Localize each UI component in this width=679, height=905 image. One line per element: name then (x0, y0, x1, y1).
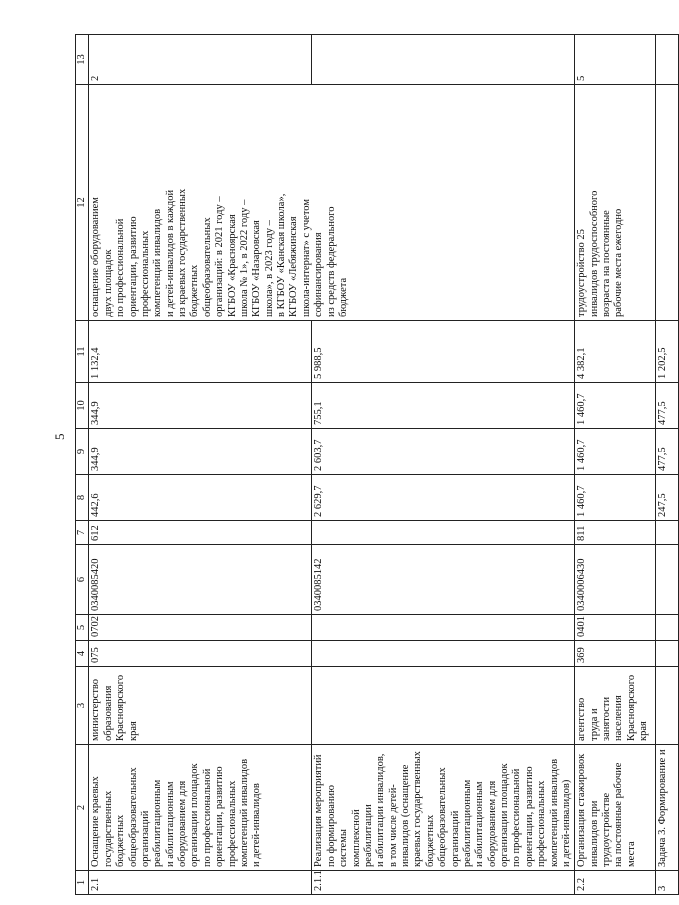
section-code: 0702 (89, 615, 312, 641)
row-number: 2.1 (89, 871, 312, 895)
amount-year-3: 477,5 (656, 383, 679, 429)
amount-total: 1 132,4 (89, 321, 312, 383)
grbs-code (656, 641, 679, 667)
activity-name: Организация стажировок инвалидов при трудоустройстве на постоянные рабочие места (575, 745, 656, 871)
header-cell: 4 (76, 641, 89, 667)
header-cell: 7 (76, 521, 89, 545)
header-cell: 8 (76, 475, 89, 521)
grbs-code: 369 (575, 641, 656, 667)
header-cell: 9 (76, 429, 89, 475)
header-cell: 10 (76, 383, 89, 429)
target-item-code: 0340085142 (312, 545, 575, 615)
section-code (312, 615, 575, 641)
responsible-executor: министерство образования Красноярского края (89, 667, 312, 745)
indicator-ref (656, 35, 679, 85)
grbs-code: 075 (89, 641, 312, 667)
section-code (656, 615, 679, 641)
activity-name: Задача 3. Формирование и (656, 745, 679, 871)
activity-name: Оснащение краевых государственных бюджетных общеобразовательных организаций реабилитационным и абилитационным оборудованием для организации площадок по профессиональной ориентации, развитию профессиональных компетенций инвалидов и детей-инвалидов (89, 745, 312, 871)
header-cell: 3 (76, 667, 89, 745)
amount-total: 1 202,5 (656, 321, 679, 383)
row-number: 3 (656, 871, 679, 895)
amount-total: 4 382,1 (575, 321, 656, 383)
expense-type-code: 811 (575, 521, 656, 545)
table-row (575, 35, 656, 895)
amount-year-1: 1 460,7 (575, 475, 656, 521)
responsible-executor (312, 667, 575, 745)
expected-result: трудоустройство 25 инвалидов трудоспособного возраста на постоянные рабочие места ежегодно (575, 85, 656, 321)
program-table (75, 34, 679, 895)
header-row (76, 35, 89, 895)
table-row (656, 35, 679, 895)
header-cell: 12 (76, 85, 89, 321)
expense-type-code (312, 521, 575, 545)
amount-year-2: 1 460,7 (575, 429, 656, 475)
activity-name: Реализация мероприятий по формированию системы комплексной реабилитации и абилитации инвалидов, в том числе детей- инвалидов (оснащение краевых государственных бюджетных общеобразовательных организаций реабилитационным и абилитационным оборудованием для организации площадок по профессиональной ориентации, развитию профессиональных компетенций инвалидов и детей-инвалидов) (312, 745, 575, 871)
header-cell: 11 (76, 321, 89, 383)
amount-year-1: 247,5 (656, 475, 679, 521)
row-number: 2.1.1 (312, 871, 575, 895)
amount-total: 5 988,5 (312, 321, 575, 383)
header-cell: 13 (76, 35, 89, 85)
header-cell: 6 (76, 545, 89, 615)
target-item-code: 0340006430 (575, 545, 656, 615)
indicator-ref (312, 35, 575, 85)
header-cell: 1 (76, 871, 89, 895)
amount-year-3: 344,9 (89, 383, 312, 429)
header-cell: 5 (76, 615, 89, 641)
expense-type-code: 612 (89, 521, 312, 545)
section-code: 0401 (575, 615, 656, 641)
amount-year-1: 2 629,7 (312, 475, 575, 521)
amount-year-1: 442,6 (89, 475, 312, 521)
amount-year-3: 755,1 (312, 383, 575, 429)
amount-year-2: 477,5 (656, 429, 679, 475)
rotated-table-container (75, 54, 669, 895)
expense-type-code (656, 521, 679, 545)
amount-year-2: 344,9 (89, 429, 312, 475)
page-number: 5 (52, 433, 67, 440)
expected-result: оснащение оборудованием двух площадок по профессиональной ориентации, развитию профессиональных компетенций инвалидов и детей-инвалидов в каждой из краевых государственных бюджетных общеобразовательных организаций: в 2021 году – КГБОУ «Красноярская школа № 1», в 2022 году – КГБОУ «Назаровская школа», в 2023 году – в КГБОУ «Канская школа», КГБОУ «Лебяжинская школа-интернат» с учетом софинансирования из средств федерального бюджета (89, 85, 575, 321)
amount-year-3: 1 460,7 (575, 383, 656, 429)
grbs-code (312, 641, 575, 667)
target-item-code: 0340085420 (89, 545, 312, 615)
table-row (89, 35, 312, 895)
responsible-executor: агентство труда и занятости населения Красноярского края (575, 667, 656, 745)
responsible-executor (656, 667, 679, 745)
indicator-ref: 2 (89, 35, 312, 85)
indicator-ref: 5 (575, 35, 656, 85)
header-cell: 2 (76, 745, 89, 871)
amount-year-2: 2 603,7 (312, 429, 575, 475)
row-number: 2.2 (575, 871, 656, 895)
expected-result (656, 85, 679, 321)
target-item-code (656, 545, 679, 615)
